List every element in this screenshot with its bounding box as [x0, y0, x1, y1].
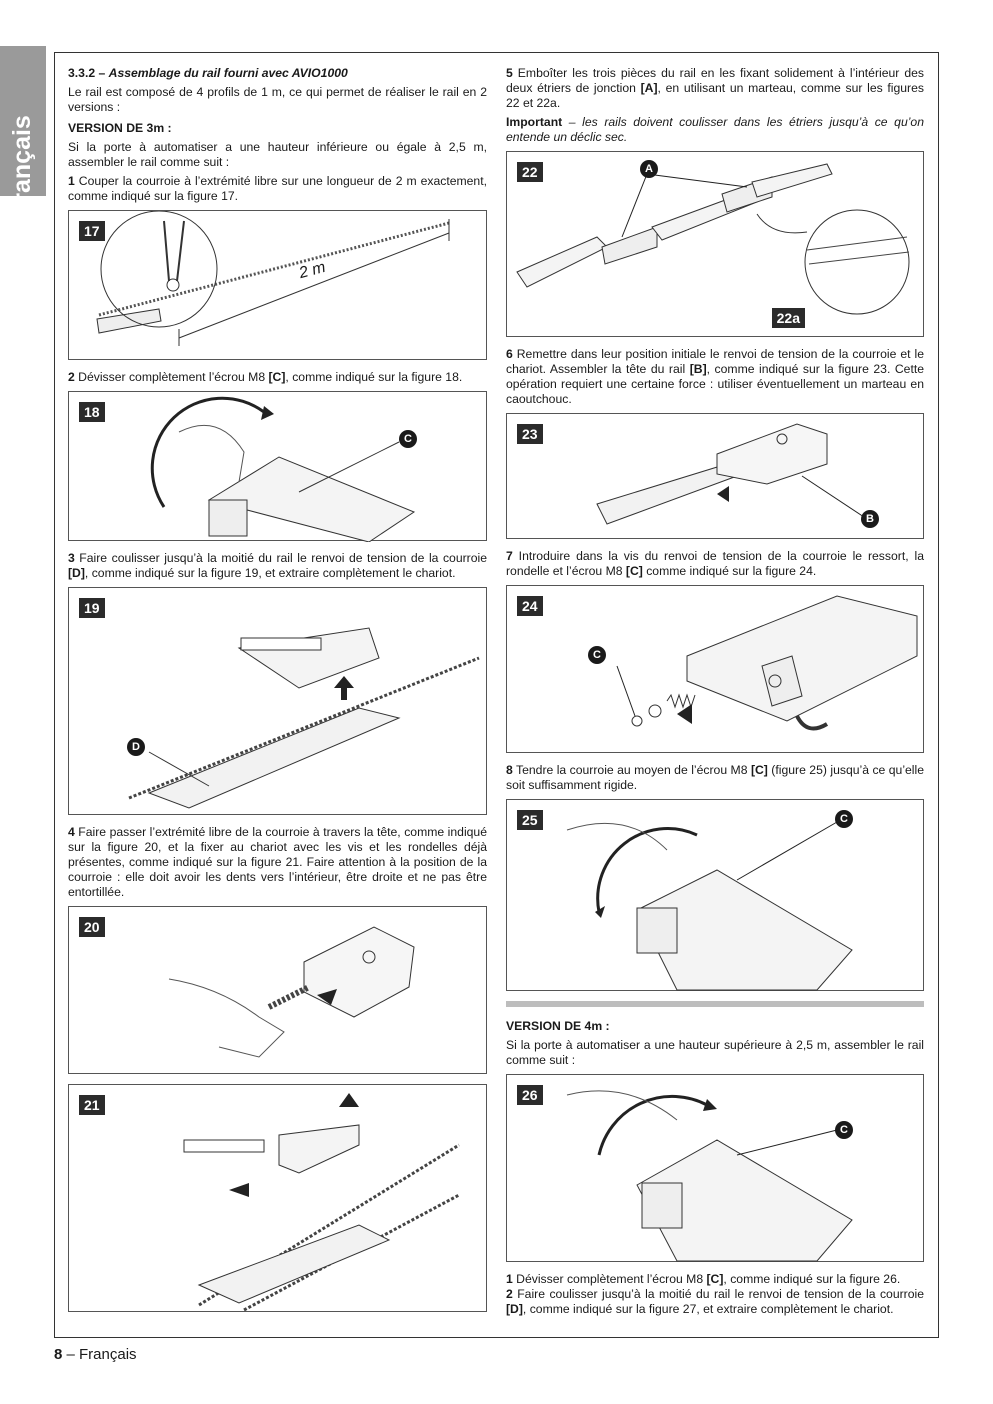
important-note: Important – les rails doivent coulisser dans les étriers jusqu’à ce qu’on entende un déclic sec.	[506, 115, 924, 144]
section-heading: 3.3.2 – Assemblage du rail fourni avec AVIO1000	[68, 66, 348, 80]
step-3: 3 Faire coulisser jusqu’à la moitié du rail le renvoi de tension de la courroie [D], comme indiqué sur la figure 19, et extraire complètement le chariot.	[68, 551, 487, 580]
step-5: 5 Emboîter les trois pièces du rail en les fixant solidement à l’intérieur des deux étriers de jonction [A], en utilisant un marteau, comme sur les figures 22 et 22a.	[506, 66, 924, 110]
figure-25	[506, 799, 924, 991]
figure-22-illustration	[507, 152, 925, 338]
figure-23-label: 23	[517, 424, 543, 444]
callout-c-24: C	[588, 646, 606, 664]
version3-intro: Si la porte à automatiser a une hauteur inférieure ou égale à 2,5 m, assembler le rail comme suit :	[68, 140, 487, 169]
figure-17	[68, 210, 487, 360]
step-2: 2 Dévisser complètement l’écrou M8 [C], comme indiqué sur la figure 18.	[68, 370, 463, 384]
figure-21-illustration	[69, 1085, 488, 1313]
version4-intro: Si la porte à automatiser a une hauteur supérieure à 2,5 m, assembler le rail comme suit :	[506, 1038, 924, 1067]
page-number: 8	[54, 1346, 63, 1363]
callout-a: A	[640, 160, 658, 178]
section-divider	[506, 1001, 924, 1007]
figure-20	[68, 906, 487, 1074]
figure-25-illustration	[507, 800, 925, 992]
figure-19	[68, 587, 487, 815]
step-8: 8 Tendre la courroie au moyen de l’écrou M8 [C] (figure 25) jusqu’à ce qu’elle soit suffisamment rigide.	[506, 763, 925, 792]
figure-21	[68, 1084, 487, 1312]
figure-22-label: 22	[517, 162, 543, 182]
measure-label: 2 m	[297, 258, 328, 283]
step-7: 7 Introduire dans la vis du renvoi de tension de la courroie le ressort, la rondelle et l’écrou M8 [C] comme indiqué sur la figure 24.	[506, 549, 924, 578]
figure-18-label: 18	[79, 402, 105, 422]
callout-c: C	[399, 430, 417, 448]
figure-18-illustration	[69, 392, 488, 542]
step-4m-1: 1 Dévisser complètement l’écrou M8 [C], comme indiqué sur la figure 26.	[506, 1272, 901, 1286]
figure-20-illustration	[69, 907, 488, 1075]
figure-17-illustration	[69, 211, 488, 361]
figure-19-label: 19	[79, 598, 105, 618]
figure-19-illustration	[69, 588, 488, 816]
step-6: 6 Remettre dans leur position initiale le renvoi de tension de la courroie et le chariot. Assembler la tête du rail [B], comme indiqué sur la figure 23. Cette opération requiert une certaine force : utiliser éventuellement un marteau en caoutchouc.	[506, 347, 924, 406]
figure-24	[506, 585, 924, 753]
figure-24-label: 24	[517, 596, 543, 616]
page-footer	[54, 1346, 137, 1363]
callout-c-25: C	[835, 810, 853, 828]
figure-22	[506, 151, 924, 337]
figure-25-label: 25	[517, 810, 543, 830]
figure-22a-label: 22a	[772, 308, 805, 328]
figure-24-illustration	[507, 586, 925, 754]
version4-title: VERSION DE 4m :	[506, 1019, 610, 1033]
figure-26	[506, 1074, 924, 1262]
step-4: 4 Faire passer l’extrémité libre de la courroie à travers la tête, comme indiqué sur la figure 20, et la fixer au chariot avec les vis et les rondelles déjà présentes, comme indiqué sur la figure 21. Faire attention à la position de la courroie : elle doit avoir les dents vers l’intérieur, être droite et ne pas être entortillée.	[68, 825, 487, 899]
figure-18	[68, 391, 487, 541]
language-label: Français	[8, 115, 36, 218]
figure-23	[506, 413, 924, 539]
callout-c-26: C	[835, 1121, 853, 1139]
right-column	[506, 66, 924, 1321]
figure-26-illustration	[507, 1075, 925, 1263]
figure-17-label: 17	[79, 221, 105, 241]
left-column	[68, 66, 487, 1322]
language-side-tab	[0, 46, 46, 218]
figure-21-label: 21	[79, 1095, 105, 1115]
step-4m-2: 2 Faire coulisser jusqu’à la moitié du rail le renvoi de tension de la courroie [D], comme indiqué sur la figure 27, et extraire complètement le chariot.	[506, 1287, 924, 1316]
callout-b: B	[861, 510, 879, 528]
step-1: 1 Couper la courroie à l’extrémité libre sur une longueur de 2 m exactement, comme indiqué sur la figure 17.	[68, 174, 487, 203]
footer-label: – Français	[62, 1346, 137, 1363]
figure-20-label: 20	[79, 917, 105, 937]
intro-text: Le rail est composé de 4 profils de 1 m, ce qui permet de réaliser le rail en 2 versions :	[68, 85, 487, 114]
version3-title: VERSION DE 3m :	[68, 121, 172, 135]
callout-d: D	[127, 738, 145, 756]
figure-26-label: 26	[517, 1085, 543, 1105]
